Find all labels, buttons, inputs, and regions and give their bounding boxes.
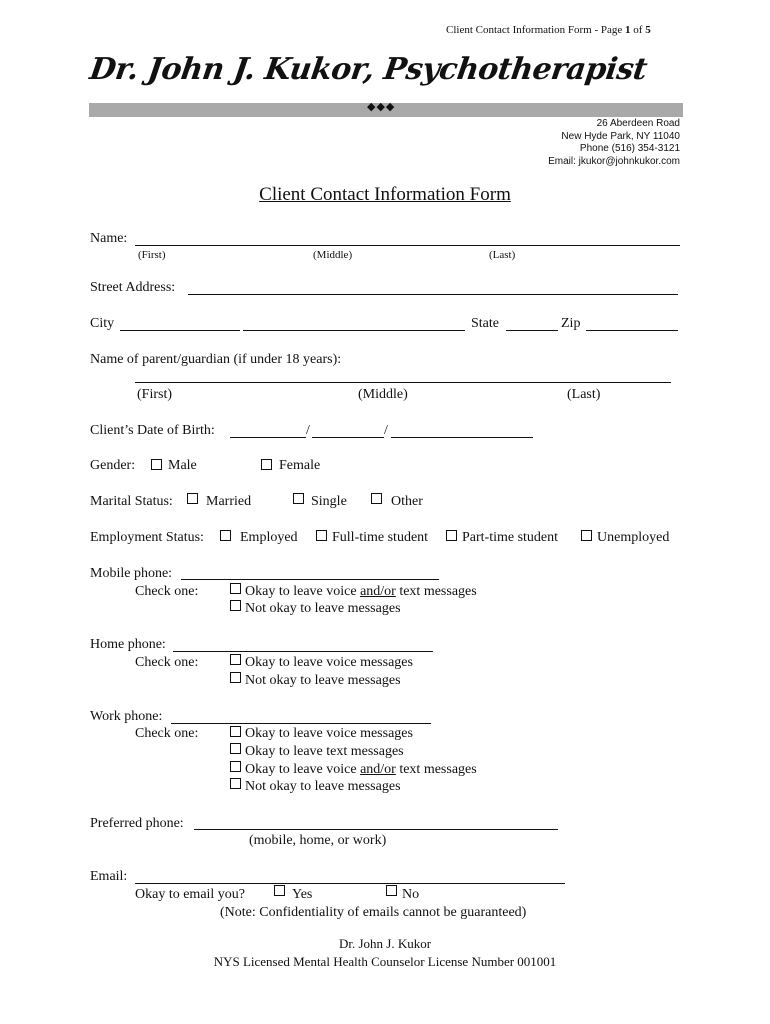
employment-unemployed-checkbox[interactable]: [581, 530, 592, 541]
employment-parttime-label: Part-time student: [462, 530, 559, 545]
dob-slash-2: /: [384, 423, 388, 438]
email-no-checkbox[interactable]: [386, 885, 397, 896]
home-opt2-checkbox[interactable]: [230, 672, 241, 683]
guardian-label: Name of parent/guardian (if under 18 years):: [90, 352, 342, 367]
marital-other-checkbox[interactable]: [371, 493, 382, 504]
ornament-diamonds: ◆◆◆: [367, 101, 396, 113]
zip-input-line[interactable]: [586, 330, 678, 331]
email-input-line[interactable]: [135, 883, 565, 884]
work-opt4-checkbox[interactable]: [230, 778, 241, 789]
employment-label: Employment Status:: [90, 530, 204, 545]
state-label: State: [471, 316, 499, 331]
mobile-input-line[interactable]: [181, 579, 439, 580]
state-input-line[interactable]: [506, 330, 558, 331]
city-input-line-a[interactable]: [120, 330, 240, 331]
gender-female-checkbox[interactable]: [261, 459, 272, 470]
work-opt1-label: Okay to leave voice messages: [245, 726, 413, 741]
email-no-label: No: [402, 887, 420, 902]
mobile-check-label: Check one:: [135, 584, 199, 599]
marital-other-label: Other: [391, 494, 423, 509]
city-label: City: [90, 316, 115, 331]
guardian-first-caption: (First): [137, 387, 172, 402]
gender-label: Gender:: [90, 458, 136, 473]
letterhead-address: [548, 118, 680, 168]
name-label: Name:: [90, 231, 128, 246]
preferred-input-line[interactable]: [194, 829, 558, 830]
name-middle-caption: (Middle): [313, 249, 353, 261]
mobile-opt2-label: Not okay to leave messages: [245, 601, 401, 616]
preferred-label: Preferred phone:: [90, 816, 184, 831]
email-note: (Note: Confidentiality of emails cannot be guaranteed): [220, 905, 527, 920]
home-opt1-label: Okay to leave voice messages: [245, 655, 413, 670]
home-label: Home phone:: [90, 637, 166, 652]
name-first-caption: (First): [138, 249, 166, 261]
marital-label: Marital Status:: [90, 494, 173, 509]
home-check-label: Check one:: [135, 655, 199, 670]
street-label: Street Address:: [90, 280, 176, 295]
work-check-label: Check one:: [135, 726, 199, 741]
work-opt4-label: Not okay to leave messages: [245, 779, 401, 794]
city-input-line-b[interactable]: [243, 330, 465, 331]
home-opt1-checkbox[interactable]: [230, 654, 241, 665]
zip-label: Zip: [561, 316, 581, 331]
footer-name: Dr. John J. Kukor: [338, 936, 432, 951]
name-input-line[interactable]: [135, 245, 680, 246]
mobile-opt1-label: Okay to leave voice and/or text messages: [245, 584, 477, 599]
guardian-middle-caption: (Middle): [358, 387, 408, 402]
guardian-last-caption: (Last): [567, 387, 601, 402]
email-question: Okay to email you?: [135, 887, 246, 902]
dob-slash-1: /: [306, 423, 310, 438]
employment-fulltime-checkbox[interactable]: [316, 530, 327, 541]
employment-parttime-checkbox[interactable]: [446, 530, 457, 541]
work-opt2-checkbox[interactable]: [230, 743, 241, 754]
address-line1: 26 Aberdeen Road: [596, 118, 680, 129]
street-input-line[interactable]: [188, 294, 678, 295]
home-input-line[interactable]: [173, 651, 433, 652]
guardian-input-line[interactable]: [135, 382, 671, 383]
mobile-opt1-checkbox[interactable]: [230, 583, 241, 594]
email-yes-label: Yes: [292, 887, 313, 902]
work-opt2-label: Okay to leave text messages: [245, 744, 404, 759]
marital-married-label: Married: [206, 494, 252, 509]
work-opt1-checkbox[interactable]: [230, 726, 241, 737]
dob-day-line[interactable]: [312, 437, 384, 438]
email-label: Email:: [90, 869, 128, 884]
page-indicator: Client Contact Information Form - Page 1 of 5: [446, 24, 651, 36]
employment-unemployed-label: Unemployed: [597, 530, 670, 545]
address-email: Email: jkukor@johnkukor.com: [548, 155, 680, 167]
mobile-opt2-checkbox[interactable]: [230, 600, 241, 611]
employment-employed-checkbox[interactable]: [220, 530, 231, 541]
dob-label: Client’s Date of Birth:: [90, 423, 215, 438]
marital-single-checkbox[interactable]: [293, 493, 304, 504]
dob-month-line[interactable]: [230, 437, 306, 438]
work-opt3-checkbox[interactable]: [230, 761, 241, 772]
email-yes-checkbox[interactable]: [274, 885, 285, 896]
preferred-hint: (mobile, home, or work): [249, 833, 387, 848]
work-opt3-label: Okay to leave voice and/or text messages: [245, 762, 477, 777]
letterhead-logo: Dr. John J. Kukor, Psychotherapist: [87, 52, 650, 87]
home-opt2-label: Not okay to leave messages: [245, 673, 401, 688]
form-title: Client Contact Information Form: [259, 184, 511, 205]
address-line2: New Hyde Park, NY 11040: [561, 130, 680, 142]
mobile-label: Mobile phone:: [90, 566, 173, 581]
gender-female-label: Female: [279, 458, 321, 473]
gender-male-label: Male: [168, 458, 197, 473]
employment-employed-label: Employed: [240, 530, 298, 545]
work-label: Work phone:: [90, 709, 163, 724]
name-last-caption: (Last): [489, 249, 516, 261]
footer-license: NYS Licensed Mental Health Counselor License Number 001001: [213, 954, 557, 969]
marital-single-label: Single: [311, 494, 347, 509]
address-phone: Phone (516) 354-3121: [579, 143, 680, 154]
employment-fulltime-label: Full-time student: [332, 530, 429, 545]
work-input-line[interactable]: [171, 723, 431, 724]
dob-year-line[interactable]: [391, 437, 533, 438]
gender-male-checkbox[interactable]: [151, 459, 162, 470]
marital-married-checkbox[interactable]: [187, 493, 198, 504]
